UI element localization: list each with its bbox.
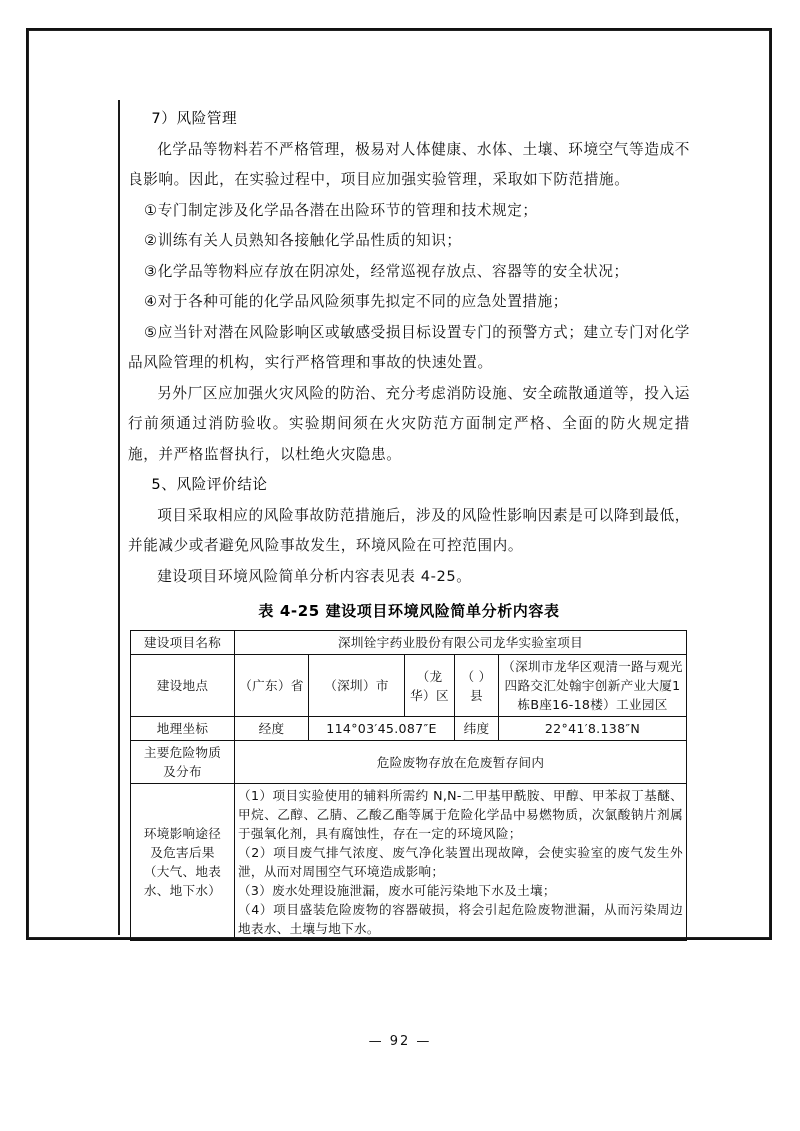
table-caption: 表 4-25 建设项目环境风险简单分析内容表 <box>258 602 560 620</box>
cell-coordinates-label: 地理坐标 <box>131 717 235 741</box>
cell-project-name-label: 建设项目名称 <box>131 631 235 655</box>
cell-impact-pathways-label-line4: 水、地下水） <box>143 883 222 898</box>
table-row-location <box>131 655 687 717</box>
cell-location-detail: （深圳市龙华区观清一路与观光四路交汇处翰宇创新产业大厦1栋B座16-18楼）工业园区 <box>499 655 687 717</box>
impact-pathway-item-1: （1）项目实验使用的辅料所需约 N,N-二甲基甲酰胺、甲醇、甲苯叔丁基醚、甲烷、乙醇、乙腈、乙酸乙酯等属于危险化学品中易燃物质，次氯酸钠片剂属于强氧化剂，具有腐蚀性，存在一定的环境风险； <box>238 788 684 841</box>
left-margin-rule <box>118 100 120 935</box>
cell-hazard-substances-label <box>131 741 235 784</box>
paragraph-measure-2: ②训练有关人员熟知各接触化学品性质的知识； <box>144 232 462 249</box>
cell-location-label: 建设地点 <box>131 655 235 717</box>
table-row-coordinates <box>131 717 687 741</box>
paragraph-measure-3: ③化学品等物料应存放在阴凉处，经常巡视存放点、容器等的安全状况； <box>144 262 629 280</box>
page-content <box>128 104 690 941</box>
section-heading: 7）风险管理 <box>151 110 238 127</box>
cell-location-county: （ ）县 <box>455 655 499 717</box>
impact-pathway-item-4: （4）项目盛装危险废物的容器破损，将会引起危险废物泄漏，从而污染周边地表水、土壤与地下水。 <box>238 902 684 936</box>
cell-project-name-value: 深圳铨宇药业股份有限公司龙华实验室项目 <box>235 631 687 655</box>
cell-impact-pathways-value <box>235 784 687 941</box>
paragraph-measure-5: ⑤应当针对潜在风险影响区或敏感受损目标设置专门的预警方式；建立专门对化学品风险管理的机构，实行严格管理和事故的快速处置。 <box>128 323 690 371</box>
cell-longitude-value: 114°03′45.087″E <box>309 717 455 741</box>
paragraph-fire-risk: 另外厂区应加强火灾风险的防治、充分考虑消防设施、安全疏散通道等，投入运行前须通过消防验收。实验期间须在火灾防范方面制定严格、全面的防火规定措施，并严格监督执行，以杜绝火灾隐患。 <box>128 384 690 463</box>
cell-impact-pathways-label <box>131 784 235 941</box>
table-row-project-name <box>131 631 687 655</box>
cell-impact-pathways-label-line1: 环境影响途径 <box>143 826 222 841</box>
conclusion-heading: 5、风险评价结论 <box>151 476 268 493</box>
table-row-impact-pathways <box>131 784 687 941</box>
environmental-risk-table <box>130 630 687 941</box>
cell-location-district: （龙华）区 <box>405 655 455 717</box>
cell-location-province: （广东）省 <box>235 655 309 717</box>
cell-impact-pathways-label-line2: 及危害后果 <box>150 845 215 860</box>
paragraph-risk-management-intro: 化学品等物料若不严格管理，极易对人体健康、水体、土壤、环境空气等造成不良影响。因此，在实验过程中，项目应加强实验管理，采取如下防范措施。 <box>128 140 690 188</box>
paragraph-measure-4: ④对于各种可能的化学品风险须事先拟定不同的应急处置措施； <box>144 293 568 310</box>
impact-pathway-item-3: （3）废水处理设施泄漏，废水可能污染地下水及土壤； <box>238 883 556 898</box>
cell-location-city: （深圳）市 <box>309 655 405 717</box>
cell-hazard-substances-value: 危险废物存放在危废暂存间内 <box>235 741 687 784</box>
paragraph-conclusion-2: 建设项目环境风险简单分析内容表见表 4-25。 <box>157 567 472 585</box>
cell-impact-pathways-label-line3: （大气、地表 <box>143 864 222 879</box>
cell-longitude-label: 经度 <box>235 717 309 741</box>
table-row-hazard-substances <box>131 741 687 784</box>
cell-hazard-substances-label-line1: 主要危险物质 <box>143 745 222 760</box>
cell-latitude-label: 纬度 <box>455 717 499 741</box>
impact-pathway-item-2: （2）项目废气排气浓度、废气净化装置出现故障，会使实验室的废气发生外泄，从而对周围空气环境造成影响； <box>238 845 684 879</box>
cell-latitude-value: 22°41′8.138″N <box>499 717 687 741</box>
paragraph-conclusion-1: 项目采取相应的风险事故防范措施后，涉及的风险性影响因素是可以降到最低，并能减少或者避免风险事故发生，环境风险在可控范围内。 <box>128 506 690 554</box>
cell-hazard-substances-label-line2: 及分布 <box>163 764 202 779</box>
page-number: — 92 — <box>368 1034 432 1049</box>
paragraph-measure-1: ①专门制定涉及化学品各潜在出险环节的管理和技术规定； <box>144 201 538 219</box>
